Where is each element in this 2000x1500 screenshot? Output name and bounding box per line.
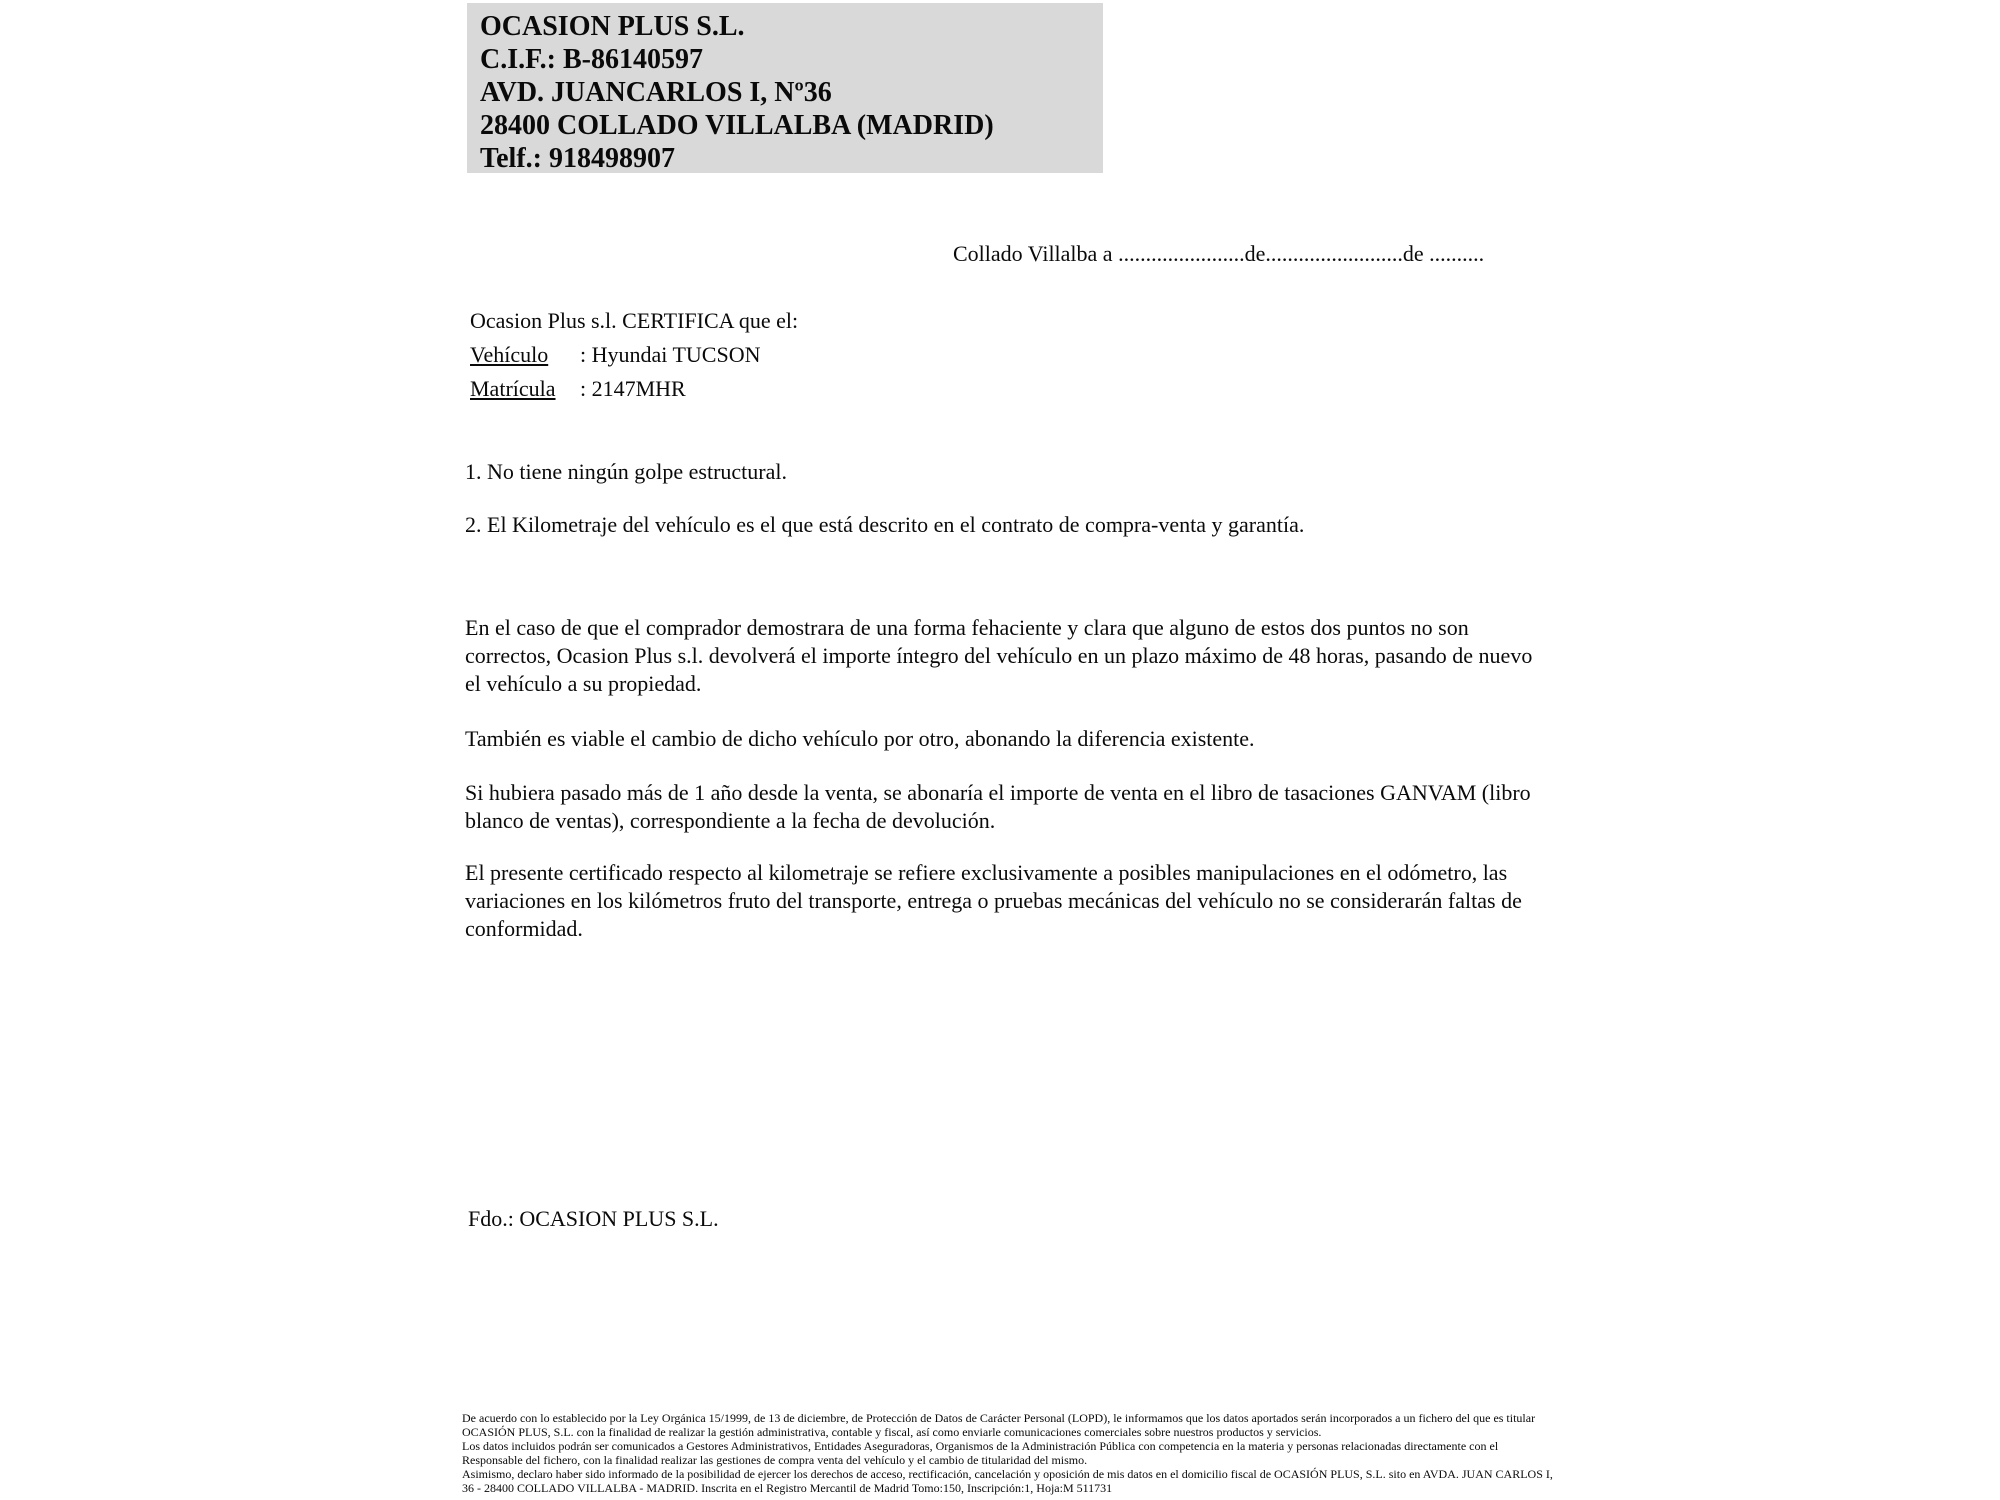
vehicle-label: Vehículo (470, 342, 549, 367)
plate-row (470, 372, 798, 406)
company-name: OCASION PLUS S.L. (480, 11, 745, 42)
vehicle-value: : Hyundai TUCSON (580, 342, 761, 367)
legal-footer (462, 1411, 1554, 1495)
legal-paragraph-rights: Asimismo, declaro haber sido informado de la posibilidad de ejercer los derechos de acceso, rectificación, cancelación y oposición de mis datos en el domicilio fiscal de OCASIÓN PLUS, S.L. sito en AVDA. JUAN CARLOS I, 36 - 28400 COLLADO VILLALBA - MADRID. Inscrita en el Registro Mercantil de Madrid Tomo:150, Inscripción:1, Hoja:M 511731 (462, 1467, 1553, 1495)
company-address: AVD. JUANCARLOS I, Nº36 (480, 77, 832, 108)
paragraph-ganvam: Si hubiera pasado más de 1 año desde la venta, se abonaría el importe de venta en el libro de tasaciones GANVAM (libro blanco de ventas), correspondiente a la fecha de devolución. (465, 780, 1531, 833)
plate-label: Matrícula (470, 376, 556, 401)
paragraph-refund: En el caso de que el comprador demostrara de una forma fehaciente y clara que alguno de estos dos puntos no son correctos, Ocasion Plus s.l. devolverá el importe íntegro del vehículo en un plazo máximo de 48 horas, pasando de nuevo el vehículo a su propiedad. (465, 615, 1533, 696)
clause-mileage: 2. El Kilometraje del vehículo es el que está descrito en el contrato de compra-venta y garantía. (465, 512, 1305, 537)
certification-block (470, 304, 798, 406)
company-city: 28400 COLLADO VILLALBA (MADRID) (480, 110, 994, 141)
signature-line: Fdo.: OCASION PLUS S.L. (468, 1206, 719, 1231)
plate-value: : 2147MHR (580, 376, 686, 401)
vehicle-row (470, 338, 798, 372)
company-header (467, 3, 1103, 173)
legal-paragraph-lopd: De acuerdo con lo establecido por la Ley Orgánica 15/1999, de 13 de diciembre, de Protección de Datos de Carácter Personal (LOPD), le informamos que los datos aportados serán incorporados a un fichero del que es titular OCASIÓN PLUS, S.L. con la finalidad de realizar la gestión administrativa, contable y fiscal, así como enviarle comunicaciones comerciales sobre nuestros productos y servicios. (462, 1411, 1536, 1439)
paragraph-exchange: También es viable el cambio de dicho vehículo por otro, abonando la diferencia existente. (465, 726, 1255, 751)
paragraph-odometer: El presente certificado respecto al kilometraje se refiere exclusivamente a posibles manipulaciones en el odómetro, las variaciones en los kilómetros fruto del transporte, entrega o pruebas mecánicas del vehículo no se considerarán faltas de conformidad. (465, 860, 1522, 941)
legal-paragraph-data-sharing: Los datos incluidos podrán ser comunicados a Gestores Administrativos, Entidades Aseguradoras, Organismos de la Administración Pública con competencia en la materia y personas relacionadas directamente con el Responsable del fichero, con la finalidad realizar las gestiones de compra venta del vehículo y el cambio de titularidad del mismo. (462, 1439, 1499, 1467)
company-cif: C.I.F.: B-86140597 (480, 44, 703, 75)
clause-structural: 1. No tiene ningún golpe estructural. (465, 459, 787, 484)
certification-intro: Ocasion Plus s.l. CERTIFICA que el: (470, 308, 799, 333)
company-phone: Telf.: 918498907 (480, 143, 675, 174)
date-line: Collado Villalba a .......................de.........................de .......... (953, 241, 1485, 266)
